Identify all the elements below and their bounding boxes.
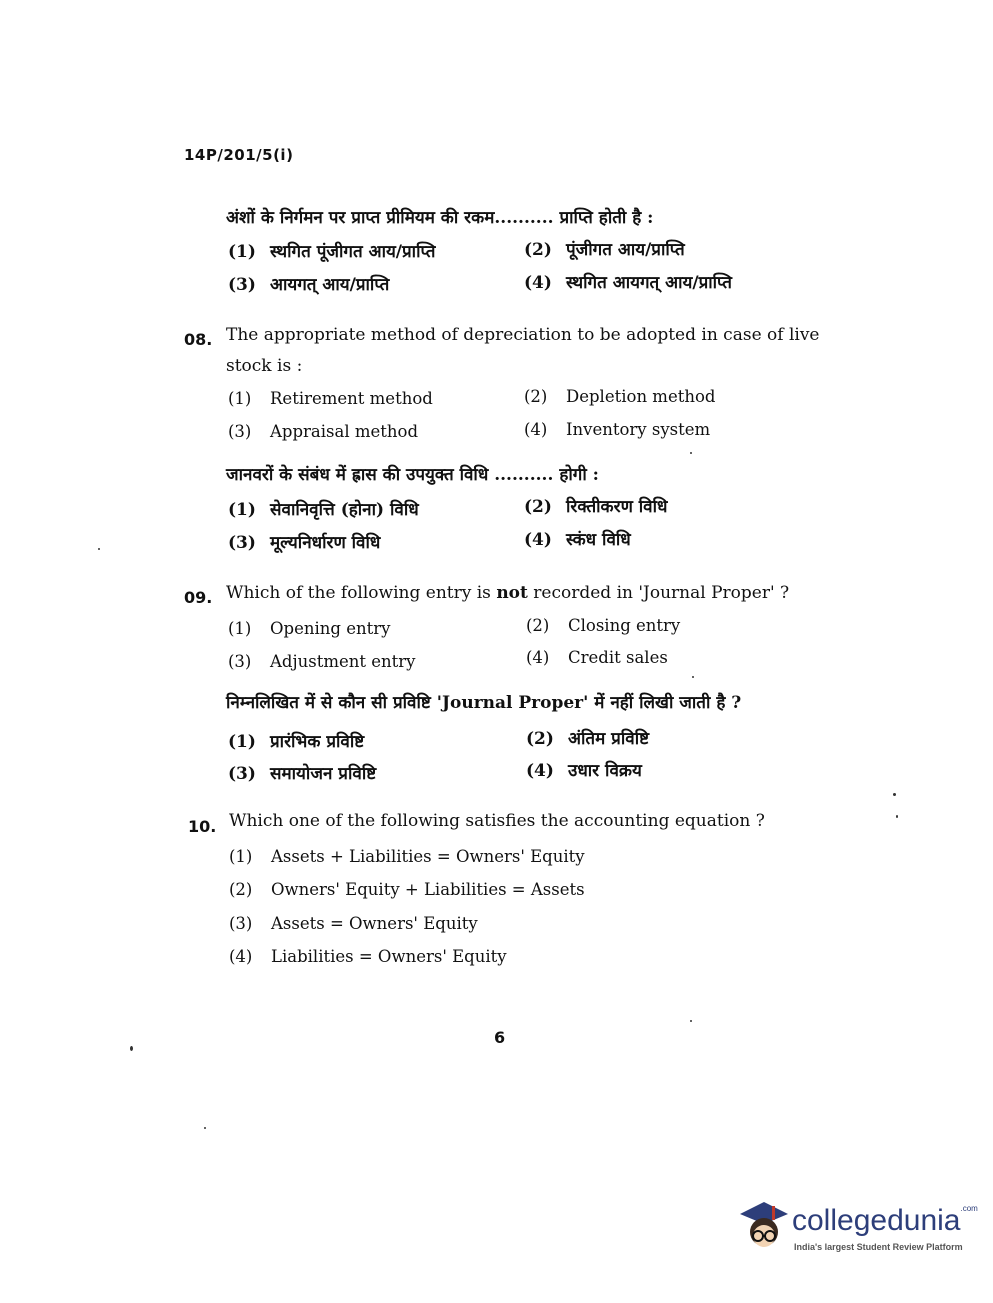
q07-hindi-option-1: (1) स्थगित पूंजीगत आय/प्राप्ति [228,242,436,262]
q10-option-3: (3) Assets = Owners' Equity [229,914,478,933]
q09-hindi-option-3: (3) समायोजन प्रविष्टि [228,764,377,784]
q09-option-1: (1) Opening entry [228,619,391,638]
q08-hindi-option-2: (2) रिक्तीकरण विधि [524,497,668,517]
q07-hindi-option-4: (4) स्थगित आयगत् आय/प्राप्ति [524,273,732,293]
q08-hindi-option-3: (3) मूल्यनिर्धारण विधि [228,533,381,553]
q10-option-2: (2) Owners' Equity + Liabilities = Assets [229,880,585,899]
scan-speck [896,815,898,818]
q09-hindi-option-2: (2) अंतिम प्रविष्टि [526,729,650,749]
q10-question: Which one of the following satisfies the accounting equation ? [229,811,765,831]
q08-option-3: (3) Appraisal method [228,422,419,441]
scan-speck [690,1020,692,1022]
logo-tagline: India's largest Student Review Platform [794,1242,963,1252]
q09-hindi-option-4: (4) उधार विक्रय [526,761,642,781]
q08-hindi-option-1: (1) सेवानिवृत्ति (होना) विधि [228,500,419,520]
q08-hindi-option-4: (4) स्कंध विधि [524,530,631,550]
scan-speck [893,793,896,796]
collegedunia-logo [736,1196,978,1260]
q09-option-3: (3) Adjustment entry [228,652,416,671]
q08-option-4: (4) Inventory system [524,420,711,439]
q08-question-line1: The appropriate method of depreciation to be adopted in case of live [226,325,820,345]
scan-speck [130,1046,133,1051]
q08-option-2: (2) Depletion method [524,387,716,406]
paper-code: 14P/201/5(i) [184,146,294,164]
q09-hindi-option-1: (1) प्रारंभिक प्रविष्टि [228,732,365,752]
logo-wordmark: collegedunia$^{.com}$ [792,1204,978,1237]
q09-hindi-question: निम्नलिखित में से कौन सी प्रविष्टि 'Journal Proper' में नहीं लिखी जाती है ? [226,693,742,713]
q07-hindi-question: अंशों के निर्गमन पर प्राप्त प्रीमियम की रकम.......... प्राप्ति होती है : [226,208,654,228]
q08-option-1: (1) Retirement method [228,389,433,408]
q09-number: 09. [184,588,213,607]
page-number: 6 [494,1028,506,1047]
q10-number: 10. [188,817,217,836]
q09-question: Which of the following entry is not recorded in 'Journal Proper' ? [226,583,790,603]
q09-option-4: (4) Credit sales [526,648,668,667]
mascot-icon [736,1196,792,1256]
q08-hindi-question: जानवरों के संबंध में ह्रास की उपयुक्त विधि .......... होगी : [226,465,599,485]
scan-speck [98,548,100,550]
scan-speck [204,1127,206,1129]
q10-option-1: (1) Assets + Liabilities = Owners' Equity [229,847,585,866]
q10-option-4: (4) Liabilities = Owners' Equity [229,947,507,966]
scan-speck [692,676,694,678]
q07-hindi-option-3: (3) आयगत् आय/प्राप्ति [228,275,390,295]
q09-option-2: (2) Closing entry [526,616,681,635]
q08-question-line2: stock is : [226,356,303,376]
scan-speck [690,452,692,454]
q08-number: 08. [184,330,213,349]
q07-hindi-option-2: (2) पूंजीगत आय/प्राप्ति [524,240,685,260]
